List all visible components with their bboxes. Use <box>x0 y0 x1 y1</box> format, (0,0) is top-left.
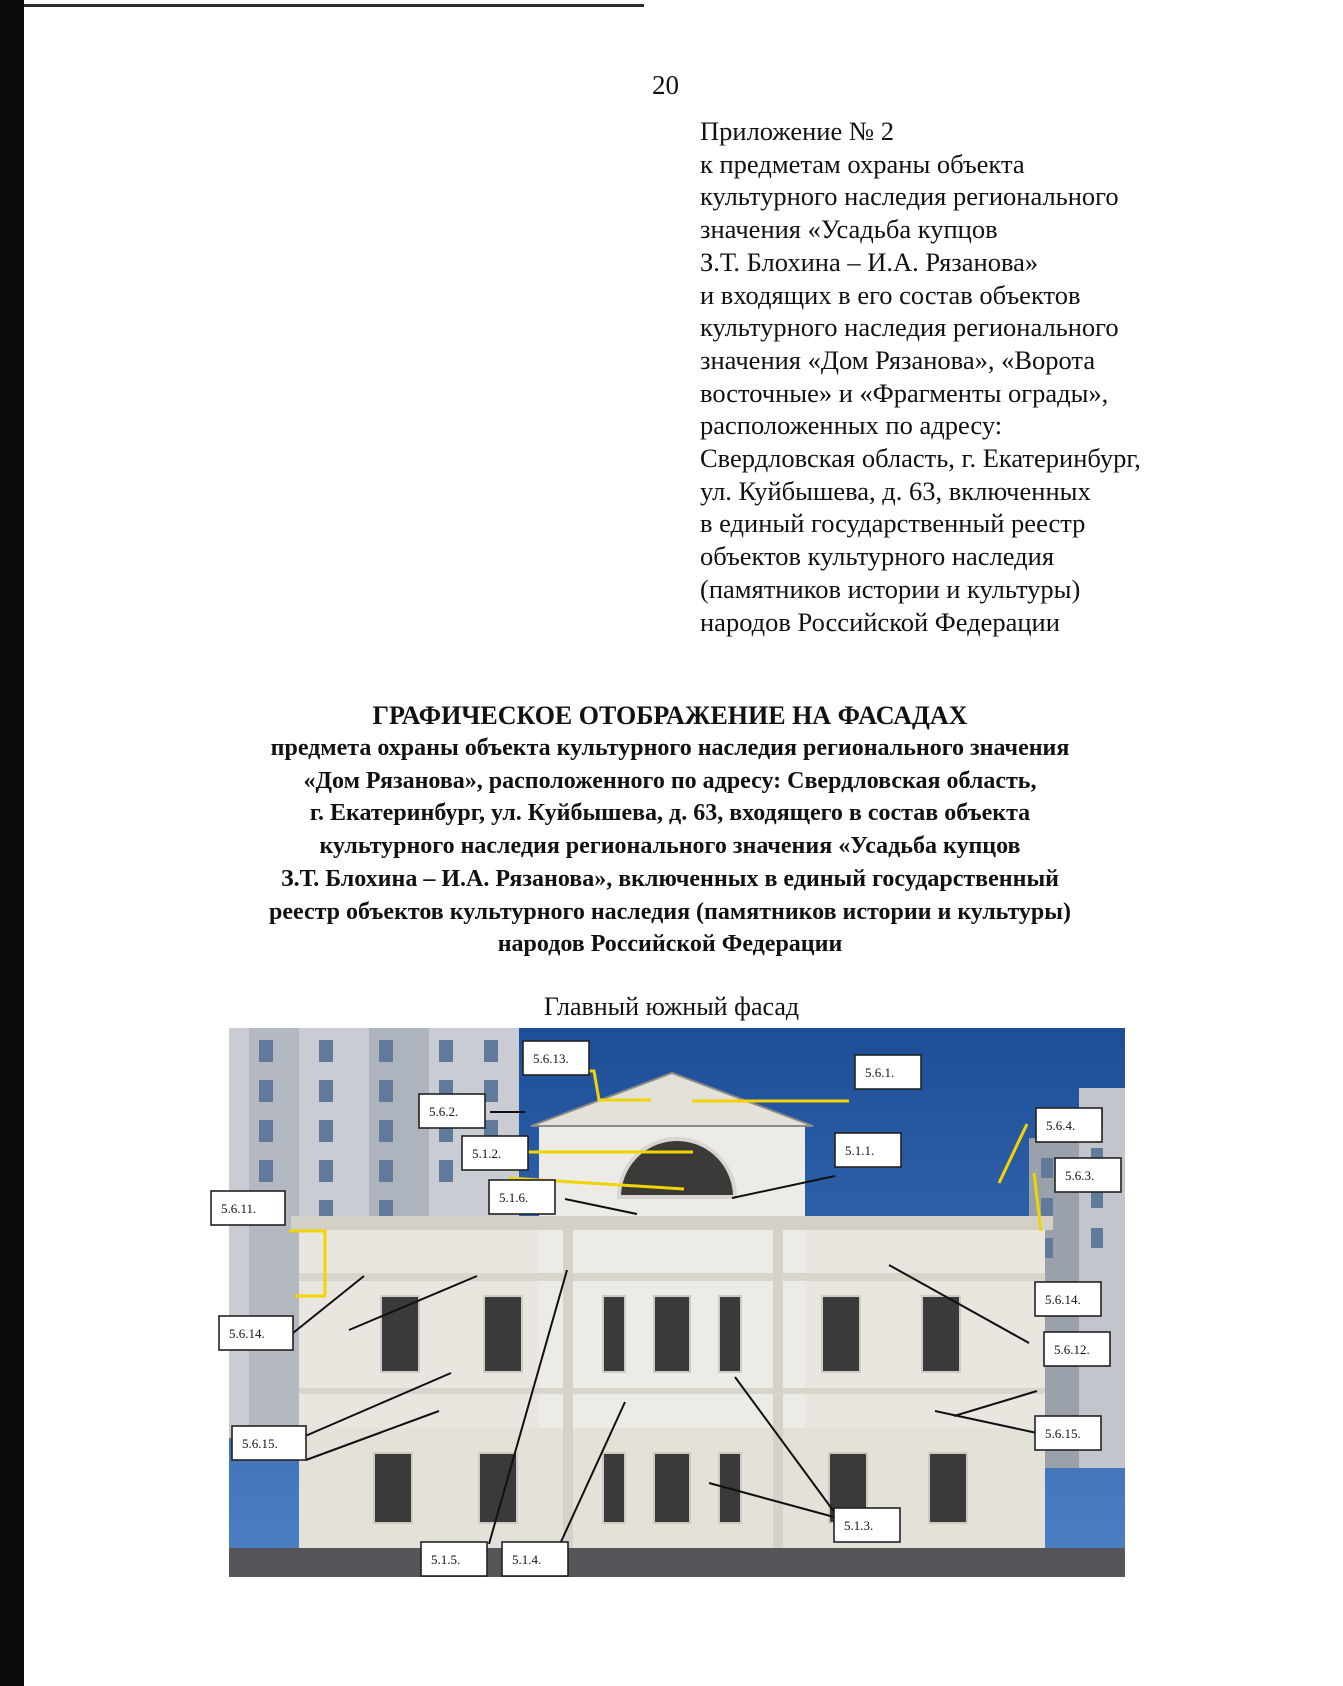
label-text: 5.1.5. <box>431 1552 461 1567</box>
heading-sub-line: культурного наследия регионального значения «Усадьба купцов <box>319 833 1021 860</box>
appendix-line: культурного наследия регионального <box>700 312 1119 343</box>
label-box <box>1035 1416 1101 1450</box>
appendix-line: (памятников истории и культуры) <box>700 573 1081 604</box>
heading-sub-line: З.Т. Блохина – И.А. Рязанова», включенных в единый государственный <box>280 865 1060 892</box>
label-text: 5.6.14. <box>229 1326 265 1341</box>
label-box <box>835 1133 901 1167</box>
label-text: 5.6.15. <box>242 1436 278 1451</box>
label-text: 5.6.3. <box>1065 1168 1095 1183</box>
heading-sub-line: народов Российской Федерации <box>497 931 843 958</box>
label-box <box>502 1542 568 1576</box>
heading-sub-line: реестр объектов культурного наследия (памятников истории и культуры) <box>269 898 1071 925</box>
appendix-line: и входящих в его состав объектов <box>700 279 1081 310</box>
heading-main: ГРАФИЧЕСКОЕ ОТОБРАЖЕНИЕ НА ФАСАДАХ <box>372 701 968 730</box>
label-text: 5.1.1. <box>845 1143 875 1158</box>
appendix-line: ул. Куйбышева, д. 63, включенных <box>700 475 1091 506</box>
appendix-line: к предметам охраны объекта <box>700 148 1025 179</box>
label-box <box>421 1542 487 1576</box>
appendix-line: Свердловская область, г. Екатеринбург, <box>700 443 1141 474</box>
label-text: 5.6.13. <box>533 1051 569 1066</box>
label-box <box>462 1136 528 1170</box>
label-box <box>232 1426 306 1460</box>
label-text: 5.1.4. <box>512 1552 542 1567</box>
scan-edge-top <box>24 4 644 7</box>
page-number: 20 <box>652 70 679 100</box>
label-text: 5.6.14. <box>1045 1292 1081 1307</box>
facade-photo <box>221 1028 1125 1577</box>
label-text: 5.6.12. <box>1054 1342 1090 1357</box>
label-box <box>211 1191 285 1225</box>
label-text: 5.6.15. <box>1045 1426 1081 1441</box>
label-text: 5.1.2. <box>472 1146 502 1161</box>
appendix-line: восточные» и «Фрагменты ограды», <box>700 377 1109 408</box>
appendix-line: объектов культурного наследия <box>700 541 1055 572</box>
label-text: 5.1.3. <box>844 1518 874 1533</box>
label-text: 5.6.4. <box>1046 1118 1076 1133</box>
label-box <box>523 1041 589 1075</box>
heading-subtitle <box>190 732 1150 961</box>
appendix-note <box>700 115 1180 638</box>
label-box <box>489 1180 555 1214</box>
label-box <box>1055 1158 1121 1192</box>
appendix-line: значения «Дом Рязанова», «Ворота <box>700 344 1096 375</box>
label-box <box>419 1094 485 1128</box>
label-box <box>1044 1332 1110 1366</box>
appendix-line: Приложение № 2 <box>700 116 895 146</box>
heading-sub-line: предмета охраны объекта культурного наследия регионального значения <box>270 735 1070 761</box>
appendix-line: в единый государственный реестр <box>700 508 1086 539</box>
heading-sub-line: «Дом Рязанова», расположенного по адресу: Свердловская область, <box>303 767 1037 794</box>
label-box <box>834 1508 900 1542</box>
label-box <box>1035 1282 1101 1316</box>
appendix-line: З.Т. Блохина – И.А. Рязанова» <box>700 246 1039 277</box>
figure-caption: Главный южный фасад <box>543 992 800 1021</box>
appendix-line: народов Российской Федерации <box>700 606 1060 637</box>
label-box <box>219 1316 293 1350</box>
label-text: 5.1.6. <box>499 1190 529 1205</box>
label-text: 5.6.1. <box>865 1065 895 1080</box>
appendix-line: значения «Усадьба купцов <box>700 214 998 245</box>
document-heading <box>190 700 1150 961</box>
label-text: 5.6.2. <box>429 1104 459 1119</box>
scan-edge-left <box>0 0 24 1686</box>
heading-sub-line: г. Екатеринбург, ул. Куйбышева, д. 63, входящего в состав объекта <box>309 800 1031 827</box>
label-box <box>1036 1108 1102 1142</box>
appendix-line: культурного наследия регионального <box>700 181 1119 212</box>
label-text: 5.6.11. <box>221 1201 257 1216</box>
label-box <box>855 1055 921 1089</box>
appendix-line: расположенных по адресу: <box>700 410 1003 441</box>
